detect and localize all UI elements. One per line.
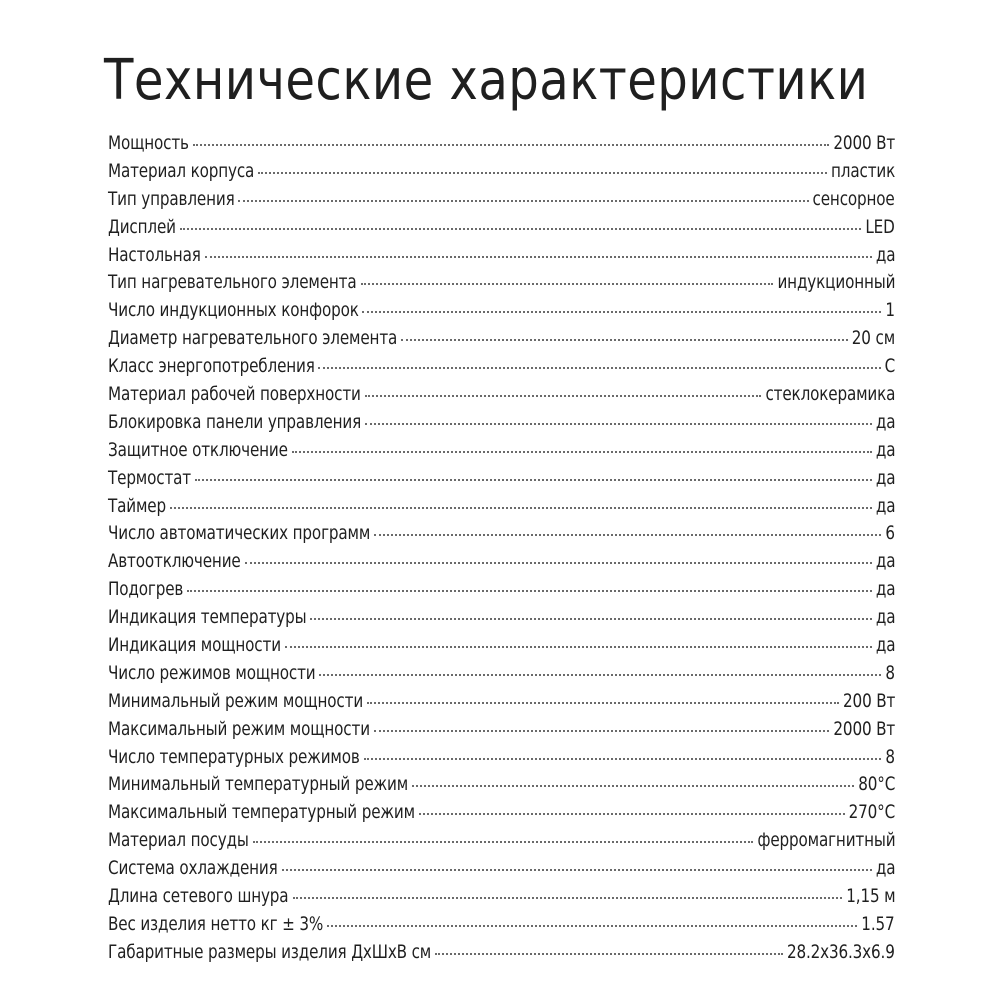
spec-value: индукционный [777,271,895,294]
spec-row [108,520,895,548]
spec-label: Минимальный температурный режим [108,773,409,796]
dotted-leader [292,450,872,453]
spec-row [108,158,895,186]
spec-label: Материал корпуса [108,159,255,182]
spec-value: 28.2x36.3x6.9 [787,940,895,963]
spec-label: Минимальный режим мощности [108,689,364,712]
spec-value: да [875,438,895,461]
spec-value: 2000 Вт [833,132,895,154]
spec-label-wrap [108,214,176,242]
spec-label: Максимальный режим мощности [108,717,370,740]
dotted-leader [285,645,872,648]
spec-label-wrap [108,325,397,353]
spec-row [108,744,895,772]
dotted-leader [310,617,871,620]
spec-value-wrap [885,353,895,381]
spec-value-wrap [885,520,895,548]
dotted-leader [367,701,839,704]
spec-list [108,130,895,967]
spec-label-wrap [108,883,289,911]
spec-value: 6 [885,522,895,545]
spec-label: Длина сетевого шнура [108,885,289,908]
spec-label-wrap [108,158,254,186]
spec-value: ферромагнитный [757,829,895,852]
spec-value-wrap [852,325,895,353]
page-title: Технические характеристики [104,48,869,113]
spec-value: 80°C [858,773,895,796]
spec-label-wrap [108,548,241,576]
spec-label-wrap [108,576,183,604]
spec-value: да [875,857,895,880]
spec-value-wrap [876,632,895,660]
spec-value-wrap [885,660,895,688]
spec-value-wrap [813,186,895,214]
spec-value-wrap [833,130,895,158]
spec-label-wrap [108,297,358,325]
spec-label-wrap [108,604,306,632]
spec-value-wrap [843,688,895,716]
spec-label: Подогрев [108,578,184,601]
spec-label-wrap [108,269,357,297]
dotted-leader [364,757,881,760]
spec-label-wrap [108,771,408,799]
spec-label: Защитное отключение [108,438,288,461]
spec-value-wrap [831,158,895,186]
spec-row [108,465,895,493]
dotted-leader [319,673,881,676]
spec-value: да [875,578,895,601]
spec-value: 1 [885,299,895,322]
spec-label-wrap [108,409,361,437]
spec-value-wrap [846,883,895,911]
dotted-leader [187,589,872,592]
spec-label-wrap [108,688,363,716]
spec-label: Индикация мощности [108,634,281,657]
spec-row [108,771,895,799]
dotted-leader [374,729,830,732]
spec-label-wrap [108,716,370,744]
spec-row [108,855,895,883]
spec-label-wrap [108,632,281,660]
spec-label: Материал посуды [108,829,249,852]
spec-label-wrap [108,855,278,883]
dotted-leader [195,478,872,481]
spec-row [108,493,895,521]
spec-value-wrap [876,409,895,437]
spec-label: Система охлаждения [108,857,278,880]
dotted-leader [365,394,762,397]
dotted-leader [435,952,783,955]
spec-value: пластик [830,159,895,182]
spec-value: 1.57 [861,912,895,935]
spec-value-wrap [876,242,895,270]
dotted-leader [180,227,861,230]
spec-label-wrap [108,493,166,521]
spec-value-wrap [861,911,895,939]
spec-value-wrap [876,437,895,465]
dotted-leader [412,784,854,787]
spec-value-wrap [876,604,895,632]
dotted-leader [238,199,808,202]
spec-value: да [875,550,895,573]
spec-value-wrap [885,744,895,772]
spec-label: Тип управления [108,187,235,210]
spec-label: Блокировка панели управления [108,410,362,433]
spec-row [108,688,895,716]
spec-value-wrap [876,855,895,883]
spec-value: 200 Вт [842,689,895,712]
spec-row [108,827,895,855]
dotted-leader [361,282,774,285]
spec-row [108,353,895,381]
spec-label: Тип нагревательного элемента [108,271,357,294]
dotted-leader [253,840,754,843]
spec-value: 2000 Вт [833,717,895,740]
spec-label: Таймер [108,494,166,517]
dotted-leader [362,310,881,313]
spec-value: да [875,243,895,266]
spec-value: стеклокерамика [765,383,895,406]
spec-label: Число индукционных конфорок [108,299,359,322]
dotted-leader [365,422,872,425]
spec-label: Число режимов мощности [108,661,316,684]
spec-row [108,381,895,409]
spec-value-wrap [876,576,895,604]
spec-label: Индикация температуры [108,606,307,629]
spec-row [108,409,895,437]
spec-label: Габаритные размеры изделия ДхШхВ см [108,940,432,963]
spec-label: Число автоматических программ [108,522,371,545]
spec-row [108,130,895,158]
spec-label-wrap [108,186,234,214]
spec-label: Настольная [108,243,201,266]
spec-value: да [875,494,895,517]
spec-label-wrap [108,939,431,967]
spec-value: 8 [885,661,895,684]
dotted-leader [327,924,857,927]
spec-value: 1,15 м [845,885,895,908]
spec-value: С [884,355,895,378]
dotted-leader [245,561,872,564]
spec-row [108,911,895,939]
spec-row [108,297,895,325]
spec-row [108,660,895,688]
spec-value: сенсорное [812,187,895,210]
spec-label-wrap [108,744,360,772]
spec-row [108,548,895,576]
spec-label: Класс энергопотребления [108,355,315,378]
spec-row [108,269,895,297]
spec-value-wrap [865,214,895,242]
spec-label: Максимальный температурный режим [108,801,415,824]
spec-value-wrap [876,548,895,576]
spec-value: да [875,634,895,657]
spec-row [108,242,895,270]
spec-label-wrap [108,827,249,855]
spec-value-wrap [876,493,895,521]
spec-label-wrap [108,520,370,548]
dotted-leader [205,255,872,258]
spec-row [108,437,895,465]
spec-value: 270°C [848,801,895,824]
spec-value-wrap [787,939,895,967]
spec-value: да [875,410,895,433]
spec-value-wrap [876,465,895,493]
dotted-leader [401,338,848,341]
dotted-leader [419,812,844,815]
spec-label-wrap [108,130,189,158]
dotted-leader [318,366,880,369]
spec-row [108,186,895,214]
spec-label-wrap [108,660,315,688]
dotted-leader [170,506,872,509]
spec-value-wrap [765,381,895,409]
spec-row [108,883,895,911]
spec-label-wrap [108,799,415,827]
spec-label: Мощность [108,132,189,154]
spec-row [108,214,895,242]
dotted-leader [193,143,830,146]
spec-value-wrap [777,269,895,297]
spec-label-wrap [108,465,191,493]
spec-label-wrap [108,242,201,270]
spec-label: Термостат [108,466,191,489]
spec-row [108,576,895,604]
spec-label: Материал рабочей поверхности [108,383,361,406]
spec-row [108,799,895,827]
spec-label: Вес изделия нетто кг ± 3% [108,912,324,935]
spec-label: Число температурных режимов [108,745,360,768]
spec-row [108,632,895,660]
spec-label-wrap [108,353,314,381]
dotted-leader [282,868,872,871]
spec-value-wrap [757,827,895,855]
spec-value: 8 [885,745,895,768]
spec-value: да [875,466,895,489]
dotted-leader [293,896,842,899]
spec-row [108,716,895,744]
spec-label: Дисплей [108,215,176,238]
spec-label: Диаметр нагревательного элемента [108,327,398,350]
spec-label-wrap [108,381,361,409]
spec-label-wrap [108,437,288,465]
dotted-leader [374,533,881,536]
spec-row [108,939,895,967]
spec-row [108,604,895,632]
spec-value: да [875,606,895,629]
spec-value-wrap [858,771,895,799]
spec-row [108,325,895,353]
spec-value: LED [865,215,895,238]
spec-value-wrap [849,799,895,827]
spec-value-wrap [885,297,895,325]
dotted-leader [258,171,827,174]
spec-value: 20 см [851,327,895,350]
spec-value-wrap [833,716,895,744]
spec-label: Автоотключение [108,550,241,573]
spec-label-wrap [108,911,323,939]
